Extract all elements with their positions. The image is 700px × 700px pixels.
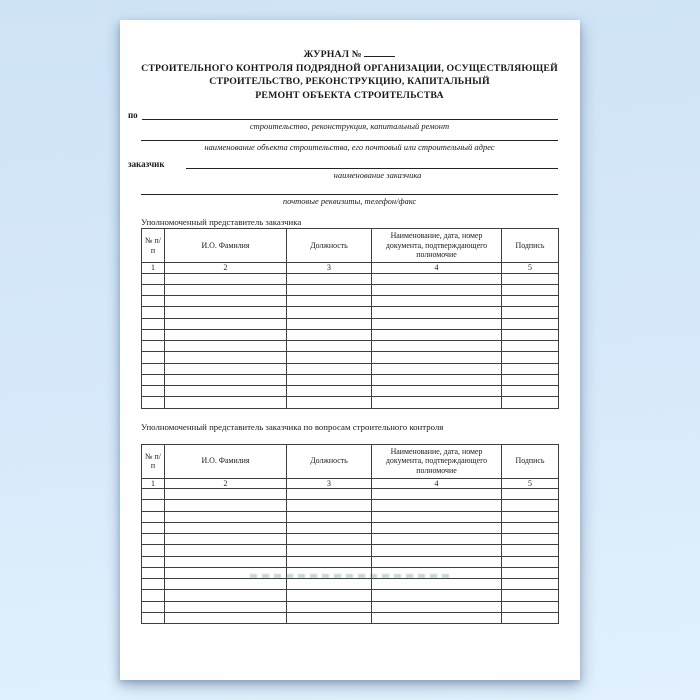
empty-cell — [372, 534, 502, 545]
empty-cell — [142, 590, 165, 601]
empty-cell — [287, 489, 372, 500]
empty-cell — [142, 567, 165, 578]
empty-cell — [142, 500, 165, 511]
col-number-1: 1 — [142, 478, 165, 489]
caption-object-name: наименование объекта строительства, его почтовый или строительный адрес — [204, 142, 495, 152]
empty-cell — [165, 284, 287, 295]
empty-cell — [165, 374, 287, 385]
empty-cell — [287, 374, 372, 385]
empty-cell — [165, 612, 287, 623]
empty-cell — [142, 545, 165, 556]
caption-customer-details: почтовые реквизиты, телефон/факс — [282, 196, 417, 206]
empty-cell — [287, 341, 372, 352]
empty-cell — [502, 341, 559, 352]
empty-cell — [165, 511, 287, 522]
document-page — [120, 20, 580, 680]
table-2-body — [142, 489, 559, 624]
empty-cell — [165, 522, 287, 533]
col-header-npp: № п/п — [142, 444, 165, 478]
col-number-3: 3 — [287, 478, 372, 489]
col-header-position: Должность — [287, 444, 372, 478]
empty-cell — [142, 307, 165, 318]
table-1-head — [142, 229, 559, 274]
empty-cell — [287, 601, 372, 612]
empty-cell — [372, 318, 502, 329]
empty-cell — [502, 511, 559, 522]
table-empty-row — [142, 601, 559, 612]
empty-cell — [142, 296, 165, 307]
table-1-header-row — [142, 229, 559, 263]
empty-cell — [142, 374, 165, 385]
empty-cell — [142, 273, 165, 284]
table-empty-row — [142, 386, 559, 397]
empty-cell — [372, 273, 502, 284]
empty-cell — [372, 579, 502, 590]
table-empty-row — [142, 579, 559, 590]
empty-cell — [142, 522, 165, 533]
caption-customer-name: наименование заказчика — [333, 170, 422, 180]
col-header-name: И.О. Фамилия — [165, 444, 287, 478]
empty-cell — [142, 579, 165, 590]
empty-cell — [502, 522, 559, 533]
empty-cell — [165, 545, 287, 556]
field-row-customer-details — [141, 184, 558, 195]
empty-cell — [142, 318, 165, 329]
empty-cell — [165, 590, 287, 601]
empty-cell — [287, 612, 372, 623]
empty-cell — [287, 579, 372, 590]
empty-cell — [502, 386, 559, 397]
empty-cell — [502, 500, 559, 511]
empty-cell — [165, 534, 287, 545]
empty-cell — [372, 601, 502, 612]
journal-number-blank-line — [364, 47, 395, 57]
title-line-2: СТРОИТЕЛЬНОГО КОНТРОЛЯ ПОДРЯДНОЙ ОРГАНИЗАЦИИ, ОСУЩЕСТВЛЯЮЩЕЙ — [141, 62, 558, 74]
empty-cell — [165, 556, 287, 567]
empty-cell — [287, 318, 372, 329]
empty-cell — [372, 341, 502, 352]
empty-cell — [372, 374, 502, 385]
title-line-1 — [141, 47, 558, 62]
empty-cell — [502, 397, 559, 408]
empty-cell — [502, 374, 559, 385]
table-1-body — [142, 273, 559, 408]
empty-cell — [372, 590, 502, 601]
empty-cell — [165, 329, 287, 340]
col-number-2: 2 — [165, 263, 287, 274]
empty-cell — [142, 511, 165, 522]
empty-cell — [372, 307, 502, 318]
empty-cell — [142, 352, 165, 363]
construction-type-blank-line — [142, 109, 558, 120]
empty-cell — [165, 567, 287, 578]
empty-cell — [502, 284, 559, 295]
empty-cell — [372, 329, 502, 340]
empty-cell — [287, 500, 372, 511]
empty-cell — [165, 363, 287, 374]
empty-cell — [502, 612, 559, 623]
table-empty-row — [142, 273, 559, 284]
empty-cell — [372, 522, 502, 533]
empty-cell — [287, 567, 372, 578]
empty-cell — [502, 489, 559, 500]
field-row-object-name — [141, 132, 558, 141]
table-empty-row — [142, 567, 559, 578]
empty-cell — [372, 397, 502, 408]
table-empty-row — [142, 374, 559, 385]
field-row-customer — [128, 158, 558, 169]
empty-cell — [287, 397, 372, 408]
empty-cell — [372, 363, 502, 374]
empty-cell — [142, 386, 165, 397]
col-number-2: 2 — [165, 478, 287, 489]
empty-cell — [502, 556, 559, 567]
empty-cell — [165, 489, 287, 500]
empty-cell — [372, 545, 502, 556]
table-2-header-row — [142, 444, 559, 478]
empty-cell — [502, 318, 559, 329]
table-empty-row — [142, 590, 559, 601]
empty-cell — [287, 534, 372, 545]
col-header-document: Наименование, дата, номер документа, подтверждающего полномочие — [372, 444, 502, 478]
col-header-name: И.О. Фамилия — [165, 229, 287, 263]
col-number-5: 5 — [502, 478, 559, 489]
customer-representative-table — [141, 228, 559, 409]
empty-cell — [165, 386, 287, 397]
empty-cell — [502, 534, 559, 545]
control-representative-table — [141, 444, 559, 625]
empty-cell — [287, 284, 372, 295]
table-empty-row — [142, 284, 559, 295]
empty-cell — [165, 500, 287, 511]
table-empty-row — [142, 511, 559, 522]
empty-cell — [287, 307, 372, 318]
empty-cell — [287, 352, 372, 363]
customer-name-blank-line — [186, 158, 558, 169]
empty-cell — [287, 556, 372, 567]
empty-cell — [502, 579, 559, 590]
col-header-position: Должность — [287, 229, 372, 263]
col-number-1: 1 — [142, 263, 165, 274]
title-line-4: РЕМОНТ ОБЪЕКТА СТРОИТЕЛЬСТВА — [255, 89, 444, 101]
empty-cell — [287, 545, 372, 556]
table-empty-row — [142, 363, 559, 374]
empty-cell — [142, 534, 165, 545]
table-empty-row — [142, 489, 559, 500]
table-empty-row — [142, 500, 559, 511]
col-number-4: 4 — [372, 478, 502, 489]
empty-cell — [142, 612, 165, 623]
empty-cell — [372, 284, 502, 295]
empty-cell — [142, 489, 165, 500]
empty-cell — [502, 545, 559, 556]
empty-cell — [142, 329, 165, 340]
empty-cell — [372, 612, 502, 623]
po-label: по — [128, 110, 138, 120]
empty-cell — [372, 567, 502, 578]
empty-cell — [165, 601, 287, 612]
table-empty-row — [142, 296, 559, 307]
table-empty-row — [142, 307, 559, 318]
empty-cell — [165, 397, 287, 408]
table-empty-row — [142, 318, 559, 329]
empty-cell — [165, 307, 287, 318]
empty-cell — [165, 352, 287, 363]
empty-cell — [372, 386, 502, 397]
empty-cell — [502, 363, 559, 374]
empty-cell — [142, 284, 165, 295]
table-2-number-row — [142, 478, 559, 489]
section-heading-control-representative: Уполномоченный представитель заказчика по вопросам строительного контроля — [141, 421, 444, 432]
empty-cell — [502, 329, 559, 340]
col-header-document: Наименование, дата, номер документа, подтверждающего полномочие — [372, 229, 502, 263]
table-empty-row — [142, 352, 559, 363]
col-number-3: 3 — [287, 263, 372, 274]
table-2-head — [142, 444, 559, 489]
empty-cell — [502, 601, 559, 612]
table-empty-row — [142, 341, 559, 352]
empty-cell — [287, 590, 372, 601]
table-empty-row — [142, 556, 559, 567]
col-header-signature: Подпись — [502, 444, 559, 478]
empty-cell — [372, 500, 502, 511]
title-line-3: СТРОИТЕЛЬСТВО, РЕКОНСТРУКЦИЮ, КАПИТАЛЬНЫЙ — [209, 76, 490, 87]
empty-cell — [502, 352, 559, 363]
empty-cell — [142, 363, 165, 374]
empty-cell — [372, 556, 502, 567]
empty-cell — [502, 296, 559, 307]
table-empty-row — [142, 534, 559, 545]
empty-cell — [142, 556, 165, 567]
empty-cell — [372, 296, 502, 307]
empty-cell — [372, 352, 502, 363]
empty-cell — [287, 386, 372, 397]
empty-cell — [287, 363, 372, 374]
table-empty-row — [142, 545, 559, 556]
empty-cell — [372, 511, 502, 522]
col-number-5: 5 — [502, 263, 559, 274]
title-journal-number-label: ЖУРНАЛ № — [303, 49, 362, 60]
field-row-construction-type — [128, 109, 558, 120]
empty-cell — [502, 307, 559, 318]
zakazchik-label: заказчик — [128, 159, 165, 169]
empty-cell — [165, 341, 287, 352]
col-header-signature: Подпись — [502, 229, 559, 263]
table-empty-row — [142, 522, 559, 533]
table-empty-row — [142, 612, 559, 623]
empty-cell — [142, 341, 165, 352]
empty-cell — [165, 296, 287, 307]
empty-cell — [142, 397, 165, 408]
empty-cell — [502, 273, 559, 284]
empty-cell — [165, 273, 287, 284]
col-number-4: 4 — [372, 263, 502, 274]
empty-cell — [165, 318, 287, 329]
empty-cell — [287, 296, 372, 307]
customer-details-blank-line — [141, 184, 558, 195]
document-title — [141, 47, 558, 102]
table-1-number-row — [142, 263, 559, 274]
empty-cell — [165, 579, 287, 590]
col-header-npp: № п/п — [142, 229, 165, 263]
caption-construction-type: строительство, реконструкция, капитальный ремонт — [249, 121, 450, 131]
empty-cell — [287, 522, 372, 533]
empty-cell — [502, 590, 559, 601]
empty-cell — [142, 601, 165, 612]
empty-cell — [502, 567, 559, 578]
section-heading-customer-representative: Уполномоченный представитель заказчика — [141, 217, 302, 227]
empty-cell — [287, 511, 372, 522]
empty-cell — [287, 329, 372, 340]
empty-cell — [372, 489, 502, 500]
object-name-blank-line — [141, 132, 558, 141]
table-empty-row — [142, 329, 559, 340]
empty-cell — [287, 273, 372, 284]
table-empty-row — [142, 397, 559, 408]
